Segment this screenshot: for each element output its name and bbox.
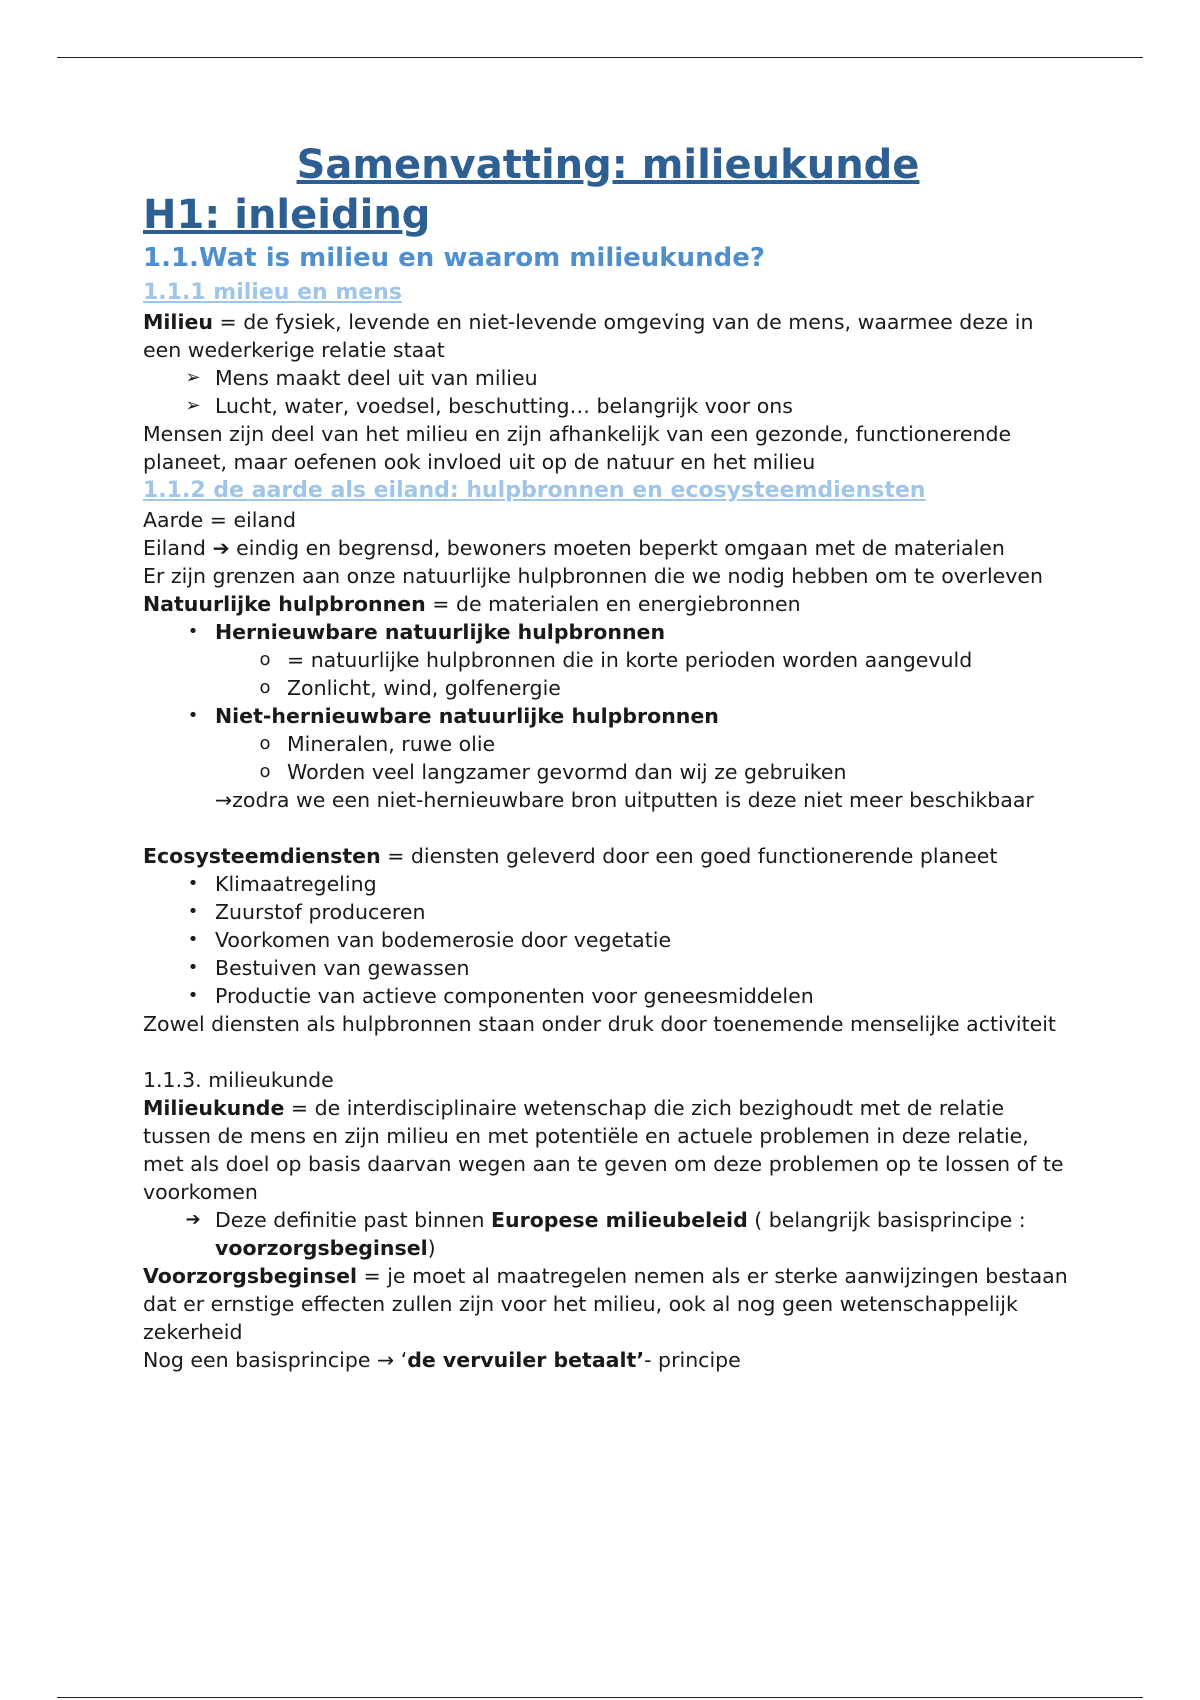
definition-text: = de fysiek, levende en niet-levende omgeving van de mens, waarmee deze in een wederkerige relatie staat — [143, 310, 1034, 362]
bullet-icon: • — [187, 901, 199, 922]
milieu-definition — [143, 308, 1073, 364]
bullet-icon: • — [187, 929, 199, 950]
list-item-text: Mens maakt deel uit van milieu — [215, 366, 538, 390]
list-item-text: Mineralen, ruwe olie — [287, 732, 496, 756]
list-item-nonrenewable — [143, 702, 1073, 730]
text: Deze definitie past binnen — [215, 1208, 491, 1232]
list-item-text: Bestuiven van gewassen — [215, 956, 470, 980]
subsection-heading-1-1-2: 1.1.2 de aarde als eiland: hulpbronnen en ecosysteemdiensten — [143, 478, 926, 503]
nonrenewable-note: →zodra we een niet-hernieuwbare bron uitputten is deze niet meer beschikbaar — [215, 788, 1034, 812]
sub-list-item — [143, 730, 1073, 758]
definition-text: = diensten geleverd door een goed functionerende planeet — [380, 844, 998, 868]
bullet-icon: • — [187, 957, 199, 978]
list-item — [143, 954, 1073, 982]
term: Milieukunde — [143, 1096, 285, 1120]
text-bold: Europese milieubeleid — [491, 1208, 748, 1232]
term: Natuurlijke hulpbronnen — [143, 592, 426, 616]
circle-bullet-icon: o — [259, 733, 271, 754]
section-heading: 1.1.Wat is milieu en waarom milieukunde? — [143, 243, 765, 273]
text: ( belangrijk basisprincipe : — [747, 1208, 1026, 1232]
text-bold: voorzorgsbeginsel — [215, 1236, 428, 1260]
list-item — [143, 870, 1073, 898]
text-bold: de vervuiler betaalt’ — [407, 1348, 645, 1372]
bullet-icon: • — [187, 873, 199, 894]
paragraph: Er zijn grenzen aan onze natuurlijke hulpbronnen die we nodig hebben om te overleven — [143, 564, 1043, 588]
paragraph: Zowel diensten als hulpbronnen staan onder druk door toenemende menselijke activiteit — [143, 1012, 1056, 1036]
list-item-label: Hernieuwbare natuurlijke hulpbronnen — [215, 620, 666, 644]
list-item-text: = natuurlijke hulpbronnen die in korte perioden worden aangevuld — [287, 648, 973, 672]
paragraph: Aarde = eiland — [143, 508, 297, 532]
list-item-label: Niet-hernieuwbare natuurlijke hulpbronnen — [215, 704, 719, 728]
list-item-text: Worden veel langzamer gevormd dan wij ze gebruiken — [287, 760, 847, 784]
spacer — [143, 814, 1073, 842]
arrowhead-icon: ➢ — [185, 395, 201, 416]
bullet-icon: • — [187, 705, 199, 726]
text: Eiland — [143, 536, 213, 560]
natuurlijke-hulpbronnen-definition — [143, 590, 1073, 618]
ecosysteemdiensten-list — [143, 870, 1073, 1010]
subsection-heading-1-1-1: 1.1.1 milieu en mens — [143, 280, 402, 305]
bullet-icon: • — [187, 621, 199, 642]
bullet-icon: • — [187, 985, 199, 1006]
list-item-text: Klimaatregeling — [215, 872, 377, 896]
right-arrow-icon: ➔ — [185, 1209, 201, 1230]
list-item — [143, 982, 1073, 1010]
sub-list-item — [143, 646, 1073, 674]
right-arrow-icon: ➔ — [212, 536, 230, 560]
list-item-text: Zuurstof produceren — [215, 900, 426, 924]
text: - principe — [644, 1348, 741, 1372]
paragraph — [143, 1346, 1073, 1374]
list-item-renewable — [143, 618, 1073, 646]
list-item — [143, 392, 1073, 420]
definition-text: = de materialen en energiebronnen — [425, 592, 801, 616]
header-rule — [57, 57, 1143, 58]
ecosysteemdiensten-definition — [143, 842, 1073, 870]
list-item-text: Voorkomen van bodemerosie door vegetatie — [215, 928, 672, 952]
document-title: Samenvatting: milieukunde — [296, 142, 920, 188]
spacer — [143, 1038, 1073, 1066]
text: ) — [427, 1236, 436, 1260]
paragraph: Mensen zijn deel van het milieu en zijn afhankelijk van een gezonde, functionerende planeet, maar oefenen ook invloed uit op de natuur en het milieu — [143, 422, 1012, 474]
definition-text: = je moet al maatregelen nemen als er sterke aanwijzingen bestaan dat er ernstige effecten zullen zijn voor het milieu, ook al nog geen wetenschappelijk zekerheid — [143, 1264, 1068, 1344]
term: Voorzorgsbeginsel — [143, 1264, 358, 1288]
term-milieu: Milieu — [143, 310, 213, 334]
circle-bullet-icon: o — [259, 649, 271, 670]
chapter-heading: H1: inleiding — [143, 192, 431, 238]
list-item — [143, 898, 1073, 926]
milieukunde-arrow-list — [143, 1206, 1073, 1262]
text: Nog een basisprincipe → ‘ — [143, 1348, 408, 1372]
circle-bullet-icon: o — [259, 761, 271, 782]
circle-bullet-icon: o — [259, 677, 271, 698]
milieu-arrow-list — [143, 364, 1073, 420]
hulpbronnen-list — [143, 618, 1073, 786]
footer-rule — [57, 1697, 1143, 1698]
arrowhead-icon: ➢ — [185, 367, 201, 388]
text: eindig en begrensd, bewoners moeten beperkt omgaan met de materialen — [229, 536, 1005, 560]
list-item-text: Lucht, water, voedsel, beschutting… belangrijk voor ons — [215, 394, 793, 418]
paragraph — [143, 534, 1073, 562]
voorzorgsbeginsel-definition — [143, 1262, 1073, 1346]
sub-list-item — [143, 674, 1073, 702]
milieukunde-definition — [143, 1094, 1073, 1206]
list-item — [143, 364, 1073, 392]
sub-list-item — [143, 758, 1073, 786]
list-item — [143, 1206, 1073, 1262]
definition-text: = de interdisciplinaire wetenschap die zich bezighoudt met de relatie tussen de mens en zijn milieu en met potentiële en actuele problemen in deze relatie, met als doel op basis daarvan wegen aan te geven om deze problemen op te lossen of te voorkomen — [143, 1096, 1064, 1204]
term: Ecosysteemdiensten — [143, 844, 381, 868]
list-item — [143, 926, 1073, 954]
list-item-text: Productie van actieve componenten voor geneesmiddelen — [215, 984, 814, 1008]
document-body — [143, 140, 1073, 1374]
subsection-heading-1-1-3: 1.1.3. milieukunde — [143, 1068, 334, 1092]
list-item-text: Zonlicht, wind, golfenergie — [287, 676, 561, 700]
